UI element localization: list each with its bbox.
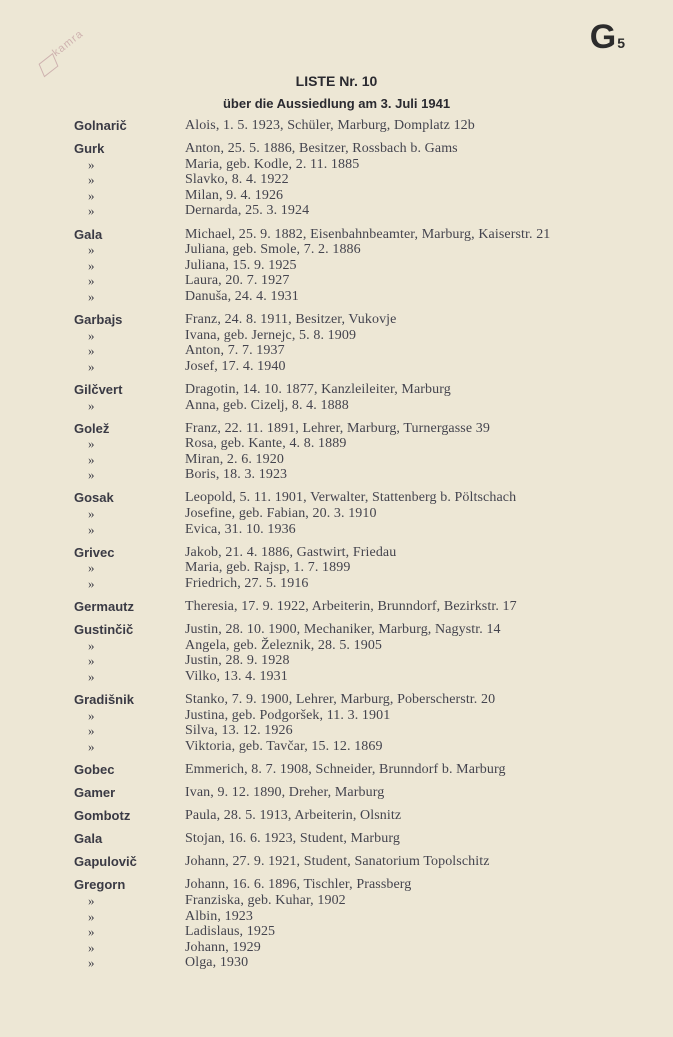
person-details: Laura, 20. 7. 1927 (185, 273, 290, 289)
surname: Gombotz (74, 808, 131, 824)
person-details: Alois, 1. 5. 1923, Schüler, Marburg, Domplatz 12b (185, 118, 475, 133)
ditto-mark: » (88, 955, 95, 971)
person-details: Michael, 25. 9. 1882, Eisenbahnbeamter, Marburg, Kaiserstr. 21 (185, 226, 551, 242)
list-item (0, 638, 673, 654)
ditto-mark: » (88, 924, 95, 940)
surname: Gosak (74, 490, 114, 506)
list-item (0, 708, 673, 724)
person-details: Vilko, 13. 4. 1931 (185, 668, 288, 684)
person-details: Dernarda, 25. 3. 1924 (185, 203, 310, 219)
person-details: Juliana, geb. Smole, 7. 2. 1886 (185, 242, 361, 258)
person-details: Ladislaus, 1925 (185, 924, 276, 940)
surname: Gregorn (74, 877, 126, 893)
ditto-mark: » (88, 467, 95, 483)
person-details: Justina, geb. Podgoršek, 11. 3. 1901 (185, 707, 391, 723)
person-details: Johann, 1929 (185, 939, 261, 955)
person-details: Angela, geb. Železnik, 28. 5. 1905 (185, 637, 383, 653)
surname: Gustinčič (74, 622, 134, 638)
list-item (0, 467, 673, 483)
person-details: Stojan, 16. 6. 1923, Student, Marburg (185, 831, 400, 847)
list-item (0, 343, 673, 359)
surname: Garbajs (74, 312, 123, 328)
person-details: Franziska, geb. Kuhar, 1902 (185, 892, 346, 908)
list-title: LISTE Nr. 10 (295, 73, 378, 89)
person-details: Evica, 31. 10. 1936 (185, 521, 296, 537)
person-details: Johann, 16. 6. 1896, Tischler, Prassberg (185, 877, 412, 893)
ditto-mark: » (88, 203, 95, 219)
ditto-mark: » (88, 908, 95, 924)
person-details: Paula, 28. 5. 1913, Arbeiterin, Olsnitz (185, 808, 402, 824)
list-item (0, 622, 673, 638)
list-item (0, 172, 673, 188)
ditto-mark: » (88, 187, 95, 203)
person-details: Albin, 1923 (185, 908, 253, 924)
surname: Germautz (74, 599, 134, 615)
person-details: Danuša, 24. 4. 1931 (185, 288, 299, 304)
person-details: Josefine, geb. Fabian, 20. 3. 1910 (185, 506, 377, 522)
person-details: Juliana, 15. 9. 1925 (185, 257, 297, 273)
ditto-mark: » (88, 575, 95, 591)
surname: Gobec (74, 761, 115, 777)
list-item (0, 242, 673, 258)
list-item (0, 576, 673, 592)
person-details: Ivan, 9. 12. 1890, Dreher, Marburg (185, 784, 385, 800)
person-details: Justin, 28. 9. 1928 (185, 653, 290, 669)
list-item (0, 436, 673, 452)
entry-list (0, 118, 673, 971)
ditto-mark: » (88, 939, 95, 955)
list-item (0, 452, 673, 468)
list-subtitle: über die Aussiedlung am 3. Juli 1941 (222, 96, 451, 111)
list-item (0, 328, 673, 344)
surname: Gurk (74, 141, 105, 157)
list-item (0, 141, 673, 157)
surname: Gala (74, 831, 103, 847)
list-item (0, 762, 673, 778)
list-item (0, 157, 673, 173)
list-item (0, 188, 673, 204)
ditto-mark: » (88, 273, 95, 289)
ditto-mark: » (88, 451, 95, 467)
person-details: Boris, 18. 3. 1923 (185, 467, 288, 483)
person-details: Stanko, 7. 9. 1900, Lehrer, Marburg, Poberscherstr. 20 (185, 692, 496, 707)
list-item (0, 490, 673, 506)
list-item (0, 692, 673, 708)
list-item (0, 506, 673, 522)
surname: Golnarič (74, 118, 127, 133)
list-item (0, 723, 673, 739)
sheet-mark (590, 20, 625, 54)
ditto-mark: » (88, 436, 95, 452)
list-item (0, 398, 673, 414)
list-item (0, 785, 673, 801)
person-details: Friedrich, 27. 5. 1916 (185, 575, 309, 591)
list-item (0, 831, 673, 847)
person-details: Josef, 17. 4. 1940 (185, 358, 286, 374)
sheet-mark-letter: G (589, 18, 617, 56)
person-details: Theresia, 17. 9. 1922, Arbeiterin, Brunndorf, Bezirkstr. 17 (185, 599, 517, 615)
person-details: Viktoria, geb. Tavčar, 15. 12. 1869 (185, 738, 383, 754)
person-details: Anton, 25. 5. 1886, Besitzer, Rossbach b. Gams (185, 141, 458, 157)
person-details: Anton, 7. 7. 1937 (185, 343, 285, 359)
ditto-mark: » (88, 257, 95, 273)
list-item (0, 273, 673, 289)
person-details: Anna, geb. Cizelj, 8. 4. 1888 (185, 397, 349, 413)
list-item (0, 940, 673, 956)
list-item (0, 739, 673, 755)
list-item (0, 545, 673, 561)
person-details: Emmerich, 8. 7. 1908, Schneider, Brunndorf b. Marburg (185, 761, 506, 777)
ditto-mark: » (88, 521, 95, 537)
person-details: Slavko, 8. 4. 1922 (185, 172, 289, 188)
list-item (0, 203, 673, 219)
list-item (0, 653, 673, 669)
person-details: Franz, 22. 11. 1891, Lehrer, Marburg, Turnergasse 39 (185, 420, 490, 436)
list-item (0, 599, 673, 615)
list-item (0, 227, 673, 243)
person-details: Jakob, 21. 4. 1886, Gastwirt, Friedau (185, 544, 397, 560)
list-item (0, 522, 673, 538)
person-details: Rosa, geb. Kante, 4. 8. 1889 (185, 436, 347, 452)
ditto-mark: » (88, 156, 95, 172)
person-details: Dragotin, 14. 10. 1877, Kanzleileiter, Marburg (185, 381, 451, 397)
surname: Gala (74, 226, 103, 242)
person-details: Johann, 27. 9. 1921, Student, Sanatorium Topolschitz (185, 854, 490, 870)
list-item (0, 669, 673, 685)
list-item (0, 118, 673, 134)
list-item (0, 955, 673, 971)
list-item (0, 312, 673, 328)
ditto-mark: » (88, 397, 95, 413)
ditto-mark: » (88, 738, 95, 754)
person-details: Franz, 24. 8. 1911, Besitzer, Vukovje (185, 312, 397, 328)
ditto-mark: » (88, 242, 95, 258)
ditto-mark: » (88, 653, 95, 669)
watermark-text: kamra (50, 27, 86, 60)
list-item (0, 258, 673, 274)
ditto-mark: » (88, 723, 95, 739)
surname: Gilčvert (74, 381, 123, 397)
list-item (0, 359, 673, 375)
list-item (0, 909, 673, 925)
surname: Grivec (74, 544, 115, 560)
ditto-mark: » (88, 892, 95, 908)
person-details: Ivana, geb. Jernejc, 5. 8. 1909 (185, 327, 357, 343)
ditto-mark: » (88, 707, 95, 723)
list-item (0, 893, 673, 909)
ditto-mark: » (88, 343, 95, 359)
sheet-mark-number: 5 (617, 35, 625, 51)
person-details: Maria, geb. Rajsp, 1. 7. 1899 (185, 560, 351, 576)
list-item (0, 877, 673, 893)
person-details: Justin, 28. 10. 1900, Mechaniker, Marburg, Nagystr. 14 (185, 622, 501, 638)
surname: Gradišnik (74, 692, 134, 707)
person-details: Leopold, 5. 11. 1901, Verwalter, Stattenberg b. Pöltschach (185, 490, 517, 506)
surname: Gamer (74, 784, 116, 800)
list-item (0, 924, 673, 940)
ditto-mark: » (88, 668, 95, 684)
list-item (0, 382, 673, 398)
list-item (0, 289, 673, 305)
surname: Gapulovič (74, 854, 137, 870)
list-item (0, 854, 673, 870)
person-details: Silva, 13. 12. 1926 (185, 723, 293, 739)
person-details: Milan, 9. 4. 1926 (185, 187, 284, 203)
ditto-mark: » (88, 506, 95, 522)
ditto-mark: » (88, 288, 95, 304)
person-details: Olga, 1930 (185, 955, 249, 971)
ditto-mark: » (88, 560, 95, 576)
ditto-mark: » (88, 358, 95, 374)
person-details: Maria, geb. Kodle, 2. 11. 1885 (185, 156, 360, 172)
ditto-mark: » (88, 637, 95, 653)
surname: Golež (74, 420, 110, 436)
person-details: Miran, 2. 6. 1920 (185, 451, 284, 467)
list-item (0, 560, 673, 576)
ditto-mark: » (88, 327, 95, 343)
list-item (0, 421, 673, 437)
list-item (0, 808, 673, 824)
ditto-mark: » (88, 172, 95, 188)
